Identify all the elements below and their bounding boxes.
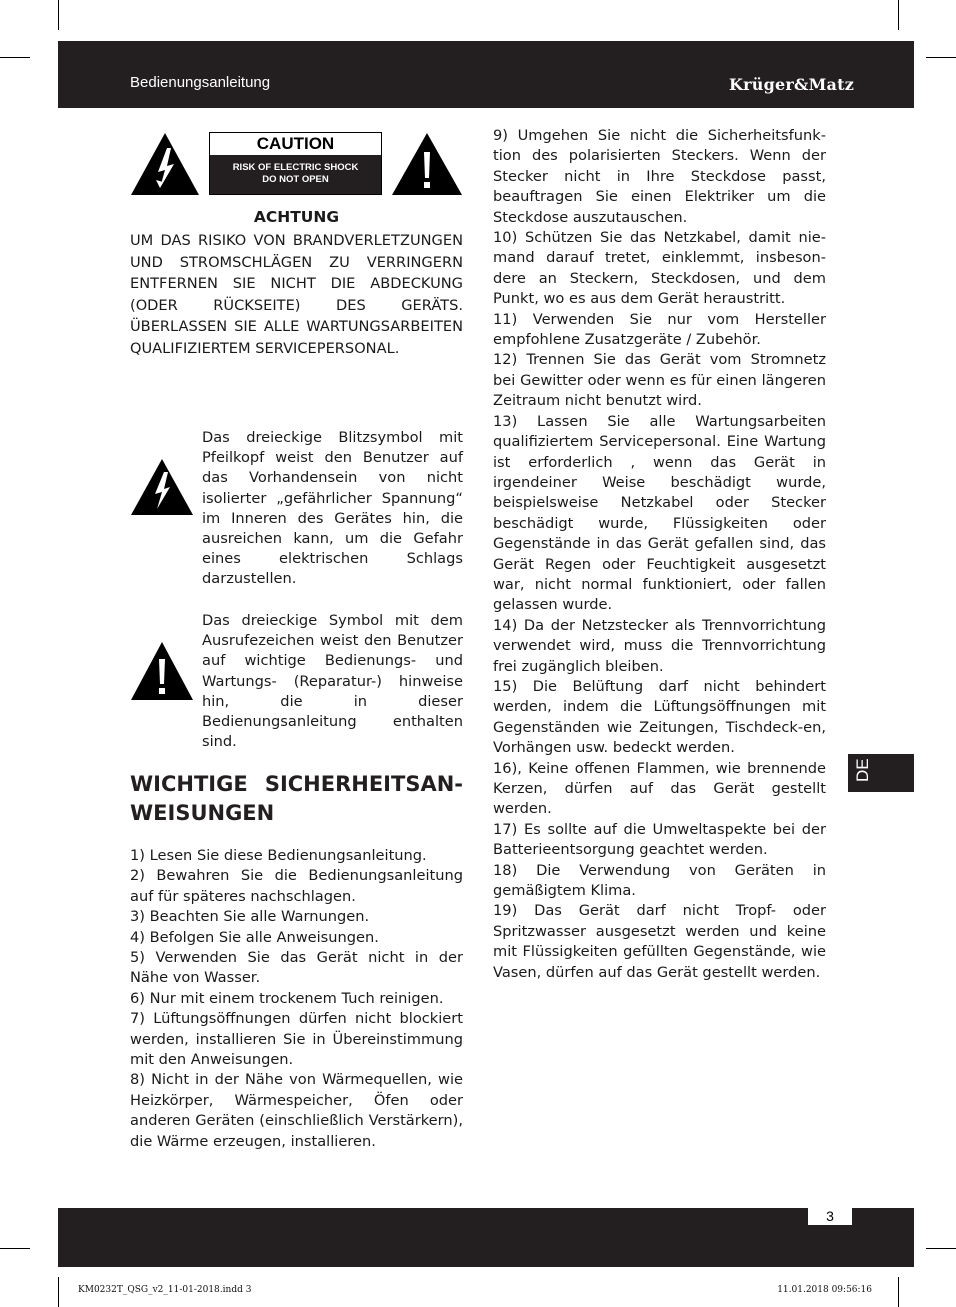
language-label: DE (853, 758, 872, 782)
list-item: 19) Das Gerät darf nicht Tropf- oder Spritzwasser ausgesetzt werden und keine mit Flüssigkeiten gefüllten Gegenstände, wie Vasen, dürfen auf das Gerät gestellt werden. (493, 902, 826, 981)
header-title: Bedienungsanleitung (130, 74, 271, 91)
list-item: 10) Schützen Sie das Netzkabel, damit nie-mand darauf tretet, einklemmt, insbeson-dere an Steckern, Steckdosen, und dem Punkt, wo es aus dem Gerät heraustritt. (493, 229, 826, 308)
instructions-list-left (130, 846, 463, 1152)
list-item: 7) Lüftungsöffnungen dürfen nicht blockiert werden, installieren Sie in Übereinstimmung mit den Anweisungen. (130, 1010, 463, 1069)
achtung-paragraph: UM DAS RISIKO VON BRANDVERLETZUNGEN UND STROMSCHLÄGEN ZU VERRINGERN ENTFERNEN SIE NICHT DIE ABDECKUNG (ODER RÜCKSEITE) DES GERÄTS. ÜBERLASSEN SIE ALLE WARTUNGSARBEITEN QUALIFIZIERTEM SERVICEPERSONAL. (130, 232, 463, 357)
list-item: 4) Befolgen Sie alle Anweisungen. (130, 928, 379, 946)
crop-mark (898, 0, 899, 30)
list-item: 11) Verwenden Sie nur vom Hersteller empfohlene Zusatzgeräte / Zubehör. (493, 310, 826, 349)
header-bar (58, 41, 914, 108)
lightning-symbol-paragraph: Das dreieckige Blitzsymbol mit Pfeilkopf weist den Benutzer auf das Vorhandensein von nicht isolierter „gefährlicher Spannung“ im Inneren des Gerätes hin, die ausreichen kann, um die Gefahr eines elektrischen Schlags darzustellen. (202, 429, 463, 588)
crop-mark (926, 57, 956, 58)
caution-label (209, 132, 382, 195)
list-item: 3) Beachten Sie alle Warnungen. (130, 908, 370, 926)
list-item: 8) Nicht in der Nähe von Wärmequellen, wie Heizkörper, Wärmespeicher, Öfen oder anderen Geräten (einschließlich Verstärkern), die Wärme erzeugen, installieren. (130, 1071, 463, 1150)
print-slug-date: 11.01.2018 09:56:16 (777, 1285, 872, 1295)
footer-bar (58, 1208, 914, 1267)
list-item: 14) Da der Netzstecker als Trennvorrichtung verwendet wird, muss die Trennvorrichtung frei zugänglich bleiben. (493, 616, 826, 675)
print-slug-file: KM0232T_QSG_v2_11-01-2018.indd 3 (78, 1285, 252, 1295)
list-item: 17) Es sollte auf die Umweltaspekte bei der Batterieentsorgung geachtet werden. (493, 820, 826, 859)
exclamation-warning-icon (391, 132, 463, 196)
list-item: 13) Lassen Sie alle Wartungsarbeiten qualifiziertem Servicepersonal. Eine Wartung ist erforderlich , wenn das Gerät in irgendeiner Weise beschädigt wurde, beispielsweise Netzkabel oder Stecker beschädigt wurde, Flüssigkeiten oder Gegenstände in das Gerät gefallen sind, das Gerät Regen oder Feuchtigkeit ausgesetzt war, nicht normal funktioniert, oder fallen gelassen wurde. (493, 412, 826, 614)
achtung-text (130, 230, 463, 360)
crop-mark (58, 1277, 59, 1307)
list-item: 12) Trennen Sie das Gerät vom Stromnetz bei Gewitter oder wenn es für einen längeren Zeitraum nicht benutzt wird. (493, 351, 826, 410)
achtung-heading: ACHTUNG (253, 208, 340, 226)
exclamation-warning-icon (130, 641, 194, 701)
lightning-symbol-block (130, 428, 463, 593)
list-item: 18) Die Verwendung von Geräten in gemäßigtem Klima. (493, 861, 826, 900)
list-item: 1) Lesen Sie diese Bedienungsanleitung. (130, 847, 427, 864)
lightning-warning-icon (130, 458, 194, 516)
list-item: 15) Die Belüftung darf nicht behindert werden, indem die Lüftungsöffnungen mit Gegenständen wie Zeitungen, Tischdeck-en, Vorhängen usw. bedeckt werden. (493, 677, 826, 757)
list-item: 9) Umgehen Sie nicht die Sicherheitsfunk-tion des polarisierten Steckers. Wenn der Stecker nicht in Ihre Steckdose passt, beauftragen Sie einen Elektriker um die Steckdose auszutauschen. (493, 127, 826, 226)
list-item: 2) Bewahren Sie die Bedienungsanleitung auf für späteres nachschlagen. (130, 867, 463, 905)
language-tab (848, 754, 914, 792)
section-title (130, 770, 463, 828)
crop-mark (0, 57, 30, 58)
list-item: 6) Nur mit einem trockenem Tuch reinigen. (130, 989, 444, 1007)
brand-logo: Krüger&Matz (729, 75, 854, 94)
page-number: 3 (808, 1207, 852, 1225)
caution-line-1: RISK OF ELECTRIC SHOCK (232, 162, 359, 173)
list-item: 5) Verwenden Sie das Gerät nicht in der Nähe von Wasser. (130, 949, 463, 987)
caution-title: CAUTION (210, 133, 381, 155)
caution-row (130, 131, 463, 196)
exclamation-symbol-block (130, 611, 463, 756)
lightning-symbol-text (202, 428, 463, 590)
exclamation-symbol-paragraph: Das dreieckige Symbol mit dem Ausrufezeichen weist den Benutzer auf wichtige Bedienungs- und Wartungs- (Reparatur-) hinweise hin, die in dieser Bedienungsanleitung enthalten sind. (202, 612, 463, 751)
crop-mark (926, 1248, 956, 1249)
caution-line-2: DO NOT OPEN (262, 174, 329, 185)
exclamation-symbol-text (202, 611, 463, 752)
section-title-text: WICHTIGE SICHERHEITSAN-WEISUNGEN (130, 772, 463, 825)
crop-mark (898, 1277, 899, 1307)
lightning-warning-icon (130, 132, 200, 196)
crop-mark (58, 0, 59, 30)
list-item: 16), Keine offenen Flammen, wie brennende Kerzen, dürfen auf das Gerät gestellt werden. (493, 759, 826, 818)
instructions-list-right (493, 126, 826, 983)
caution-warning (210, 155, 381, 194)
crop-mark (0, 1248, 30, 1249)
